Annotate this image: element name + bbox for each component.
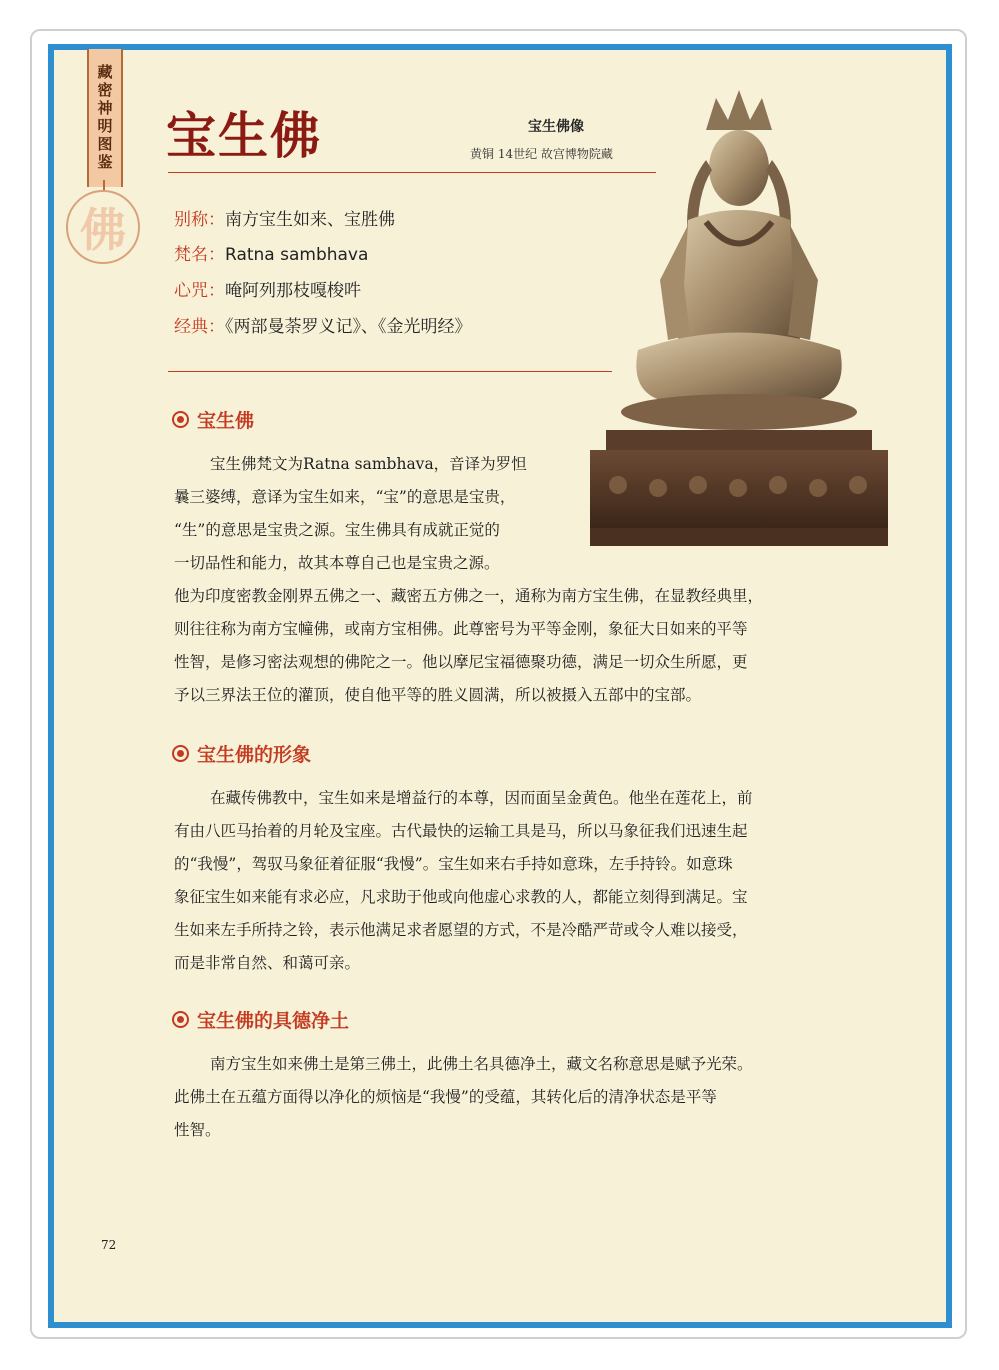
image-caption-name: 宝生佛像 [528,119,584,135]
meta-value: 南方宝生如来、宝胜佛 [225,210,395,230]
meta-key: 梵名： [174,245,225,265]
meta-rule [168,371,612,372]
side-tab-label: 藏密神明图鉴 [95,64,114,172]
page-title: 宝生佛 [166,107,322,165]
paragraph-line: 象征宝生如来能有求必应，凡求助于他或向他虚心求教的人，都能立刻得到满足。宝 [174,888,748,906]
section-heading-text: 宝生佛的具德净土 [197,1010,350,1032]
section-heading-text: 宝生佛 [197,410,255,432]
buddha-statue-image [588,90,890,552]
meta-alias [174,205,395,230]
section-heading [172,406,254,433]
page-number: 72 [101,1238,117,1252]
title-rule [168,172,656,173]
paragraph-line: 曩三婆缚，意译为宝生如来，“宝”的意思是宝贵， [174,488,516,506]
meta-key: 心咒： [174,281,225,301]
image-caption-detail: 黄铜 14世纪 故宫博物院藏 [470,147,613,161]
paragraph-line: 有由八匹马抬着的月轮及宝座。古代最快的运输工具是马，所以马象征我们迅速生起 [174,822,748,840]
paragraph-line: 南方宝生如来佛土是第三佛土，此佛土名具德净土，藏文名称意思是赋予光荣。 [210,1055,753,1073]
meta-key: 经典： [174,317,225,337]
meta-mantra [174,276,361,301]
paragraph-line: 他为印度密教金刚界五佛之一、藏密五方佛之一，通称为南方宝生佛，在显教经典里， [174,587,764,605]
meta-value: 《两部曼荼罗义记》、《金光明经》 [225,317,472,337]
paragraph-line: 性智。 [174,1121,221,1139]
paragraph-line: 而是非常自然、和蔼可亲。 [174,954,361,972]
meta-scripture [174,312,472,337]
paragraph-line: 予以三界法王位的灌顶，使自他平等的胜义圆满，所以被摄入五部中的宝部。 [174,686,702,704]
paragraph-line: 宝生佛梵文为Ratna sambhava，音译为罗怛 [210,455,527,473]
paragraph-line: 此佛土在五蕴方面得以净化的烦恼是“我慢”的受蕴，其转化后的清净状态是平等 [174,1088,717,1106]
meta-sanskrit [174,240,368,265]
meta-value: Ratna sambhava [225,245,369,265]
seal-emblem [66,190,140,264]
paragraph-line: 一切品性和能力，故其本尊自己也是宝贵之源。 [174,554,500,572]
section-heading [172,740,311,767]
paragraph-line: “生”的意思是宝贵之源。宝生佛具有成就正觉的 [174,521,500,539]
bullet-ring-icon [172,1011,189,1028]
paragraph-line: 则往往称为南方宝幢佛，或南方宝相佛。此尊密号为平等金刚，象征大日如来的平等 [174,620,748,638]
paragraph-line: 性智，是修习密法观想的佛陀之一。他以摩尼宝福德聚功德，满足一切众生所愿，更 [174,653,748,671]
seal-char: 佛 [80,203,126,257]
meta-value: 唵阿列那枝嘎梭吽 [225,281,361,301]
section-heading-text: 宝生佛的形象 [197,744,312,766]
section-heading [172,1006,349,1033]
paragraph-line: 在藏传佛教中，宝生如来是增益行的本尊，因而面呈金黄色。他坐在莲花上，前 [210,789,753,807]
side-tab [87,49,123,187]
paragraph-line: 的“我慢”，驾驭马象征着征服“我慢”。宝生如来右手持如意珠，左手持铃。如意珠 [174,855,733,873]
bullet-ring-icon [172,745,189,762]
paragraph-line: 生如来左手所持之铃，表示他满足求者愿望的方式，不是冷酷严苛或令人难以接受， [174,921,748,939]
meta-key: 别称： [174,210,225,230]
bullet-ring-icon [172,411,189,428]
